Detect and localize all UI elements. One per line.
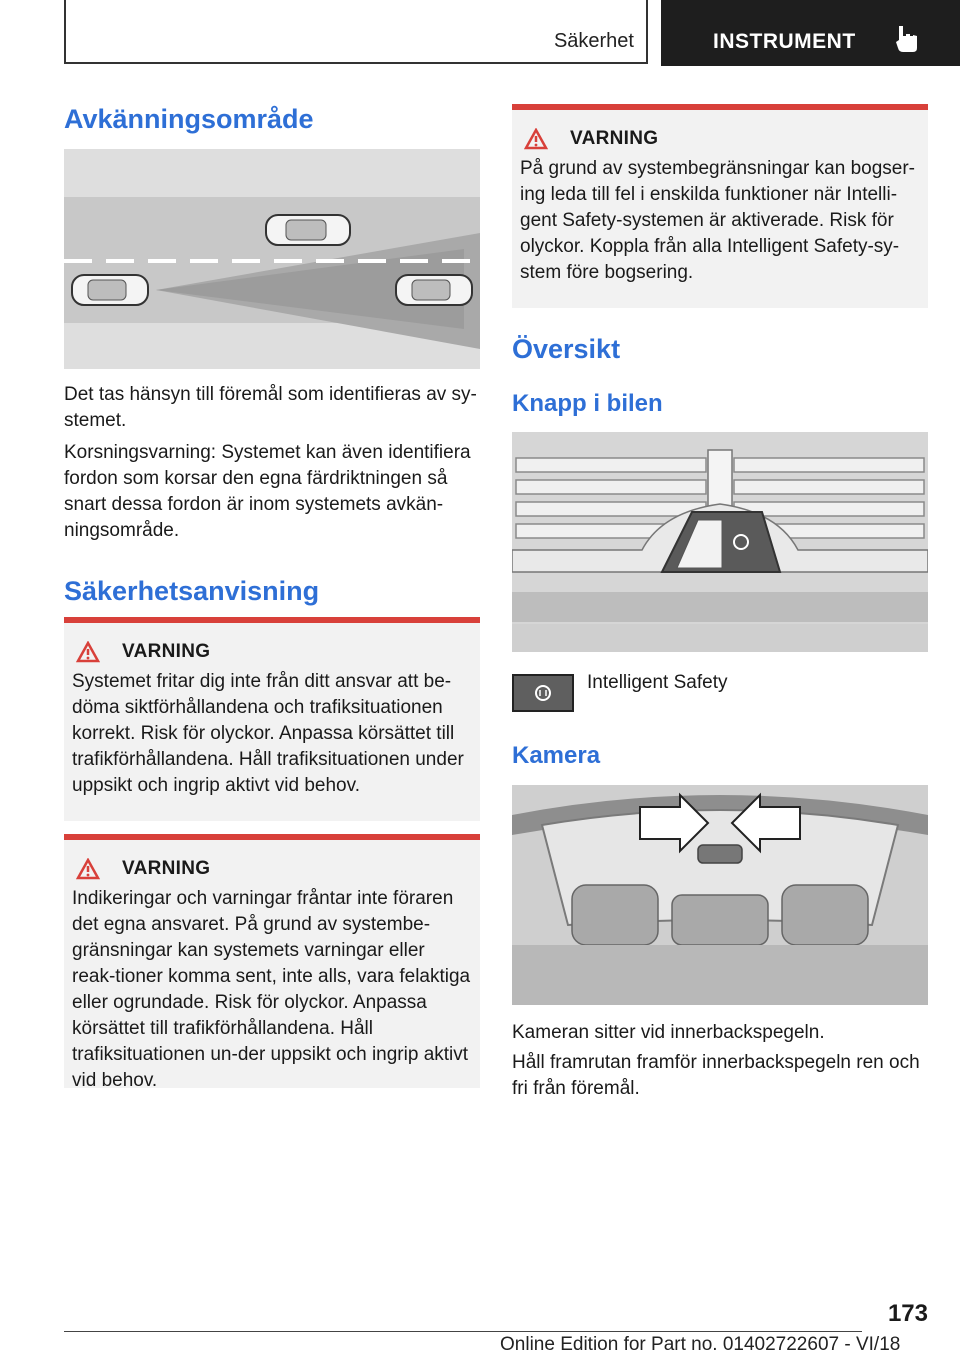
header-chapter-title: INSTRUMENT [713,30,856,53]
footer-divider [64,1331,862,1332]
warning-3-title: VARNING [570,128,659,149]
pointing-hand-icon [893,24,921,54]
warning-box-1 [64,617,480,821]
car-top-icon [266,215,350,245]
heading-overview: Översikt [512,334,621,364]
intelligent-safety-label: Intelligent Safety [587,672,728,693]
heading-camera: Kamera [512,742,601,769]
detection-area-illustration [64,149,480,369]
heading-detection-area: Avkänningsområde [64,104,314,134]
warning-1-text: Systemet fritar dig inte från ditt ansvar att be-döma siktförhållandena och trafiksituationen korrekt. Risk för olyckor. Anpassa körsättet till trafikförhållandena. Håll trafiksituationen under uppsikt och ingrip aktivt vid behov. [72,671,464,796]
car-left-icon [72,275,148,305]
warning-triangle-icon [76,858,100,880]
warning-2-title: VARNING [122,858,211,879]
paragraph-camera-1: Kameran sitter vid innerbackspegeln. [512,1022,825,1043]
car-right-icon [396,275,472,305]
intelligent-safety-button-icon[interactable] [512,674,574,712]
page-number: 173 [887,1300,928,1327]
button-location-photo [512,432,928,652]
warning-1-title: VARNING [122,641,211,662]
header-section-box [64,0,648,64]
heading-button-in-car: Knapp i bilen [512,390,663,417]
footer-edition-text: Online Edition for Part no. 01402722607 - VI/18 [500,1334,901,1355]
heading-safety-notice: Säkerhetsanvisning [64,576,320,606]
camera-location-photo [512,785,928,1005]
warning-box-2 [64,834,480,1091]
safety-symbol-icon [514,676,572,710]
warning-box-3 [512,104,928,308]
header-section-title: Säkerhet [553,30,634,52]
warning-3-text: På grund av systembegränsningar kan bogser-ing leda till fel i enskilda funktioner när Intelli-gent Safety-systemen är aktiverade. Risk för olyckor. Koppla från alla Intelligent Safety-sy-stem före bogsering. [520,158,916,283]
paragraph-detection-1: Det tas hänsyn till föremål som identifieras av sy-stemet. [64,384,477,431]
warning-triangle-icon [524,128,548,150]
warning-triangle-icon [76,641,100,663]
paragraph-camera-2: Håll framrutan framför innerbackspegeln ren och fri från föremål. [512,1052,920,1099]
warning-2-text: Indikeringar och varningar fråntar inte föraren det egna ansvaret. På grund av systembe-gränsningar kan systemets varningar eller reak-tioner komma sent, inte alls, vara felaktiga eller ogrundade. Risk för olyckor. Anpassa körsättet till trafikförhållandena. Håll trafiksituationen un-der uppsikt och ingrip aktivt vid behov. [72,888,471,1091]
paragraph-detection-2: Korsningsvarning: Systemet kan även identifiera fordon som korsar den egna färdriktningen så snart dessa fordon är inom systemets avkän-ningsområde. [64,442,471,541]
header-chapter-tab[interactable] [661,0,960,66]
